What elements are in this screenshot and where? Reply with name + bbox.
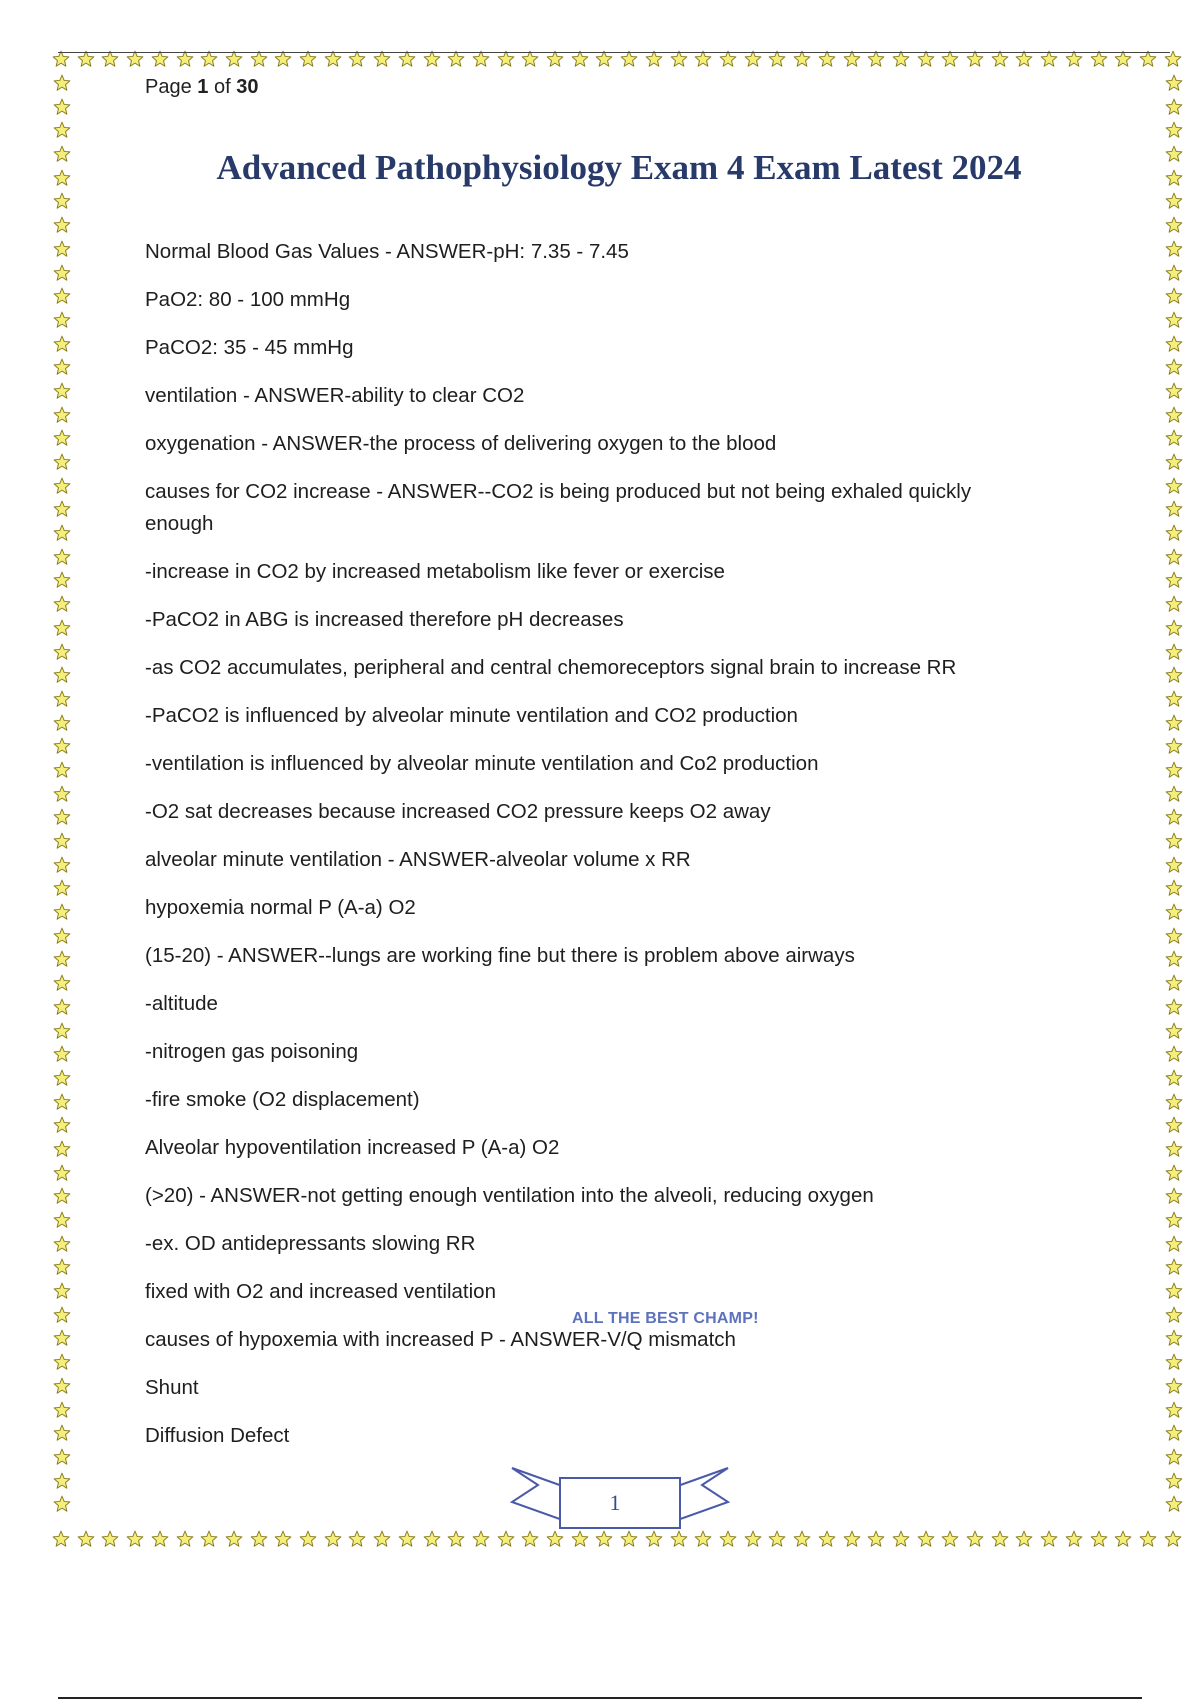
star-icon [867,1530,885,1548]
star-icon [793,1530,811,1548]
star-icon [1139,1530,1157,1548]
star-icon [1165,264,1183,282]
star-icon [53,1045,71,1063]
star-icon [53,808,71,826]
star-icon [53,619,71,637]
star-icon [1165,1329,1183,1347]
star-icon [53,1258,71,1276]
star-icon [53,974,71,992]
body-line: -PaCO2 is influenced by alveolar minute ventilation and CO2 production [145,704,798,727]
star-icon [1165,808,1183,826]
star-icon [1165,287,1183,305]
star-icon [53,714,71,732]
body-line: -as CO2 accumulates, peripheral and central chemoreceptors signal brain to increase RR [145,656,957,679]
body-line: causes of hypoxemia with increased P - ANSWER-V/Q mismatch [145,1328,736,1351]
star-icon [53,335,71,353]
star-icon [1015,1530,1033,1548]
star-icon [1164,1530,1182,1548]
star-icon [1165,1045,1183,1063]
star-icon [1165,1258,1183,1276]
star-icon [768,1530,786,1548]
star-icon [447,1530,465,1548]
star-icon [1165,1472,1183,1490]
star-icon [53,761,71,779]
star-icon [1165,737,1183,755]
star-icon [892,1530,910,1548]
star-icon [53,477,71,495]
body-line: causes for CO2 increase - ANSWER--CO2 is being produced but not being exhaled quickly enough [145,480,972,535]
star-icon [53,903,71,921]
star-icon [324,1530,342,1548]
star-icon [1165,856,1183,874]
star-icon [53,74,71,92]
star-icon [200,1530,218,1548]
page-of: of [213,76,231,98]
star-icon [53,1424,71,1442]
star-icon [1165,1424,1183,1442]
body-line: PaO2: 80 - 100 mmHg [145,288,351,311]
star-border-right [1165,74,1183,1514]
star-icon [1165,121,1183,139]
star-icon [941,1530,959,1548]
star-icon [250,1530,268,1548]
star-icon [1165,1069,1183,1087]
star-icon [151,1530,169,1548]
body-line: alveolar minute ventilation - ANSWER-alveolar volume x RR [145,848,691,871]
star-icon [1165,714,1183,732]
star-icon [53,1211,71,1229]
star-icon [1165,1211,1183,1229]
star-icon [53,358,71,376]
body-line: Alveolar hypoventilation increased P (A-a) O2 [145,1136,560,1159]
star-icon [53,429,71,447]
star-icon [53,121,71,139]
star-icon [744,1530,762,1548]
star-icon [1114,1530,1132,1548]
watermark-text: ALL THE BEST CHAMP! [572,1310,759,1327]
star-icon [176,1530,194,1548]
star-icon [1165,1306,1183,1324]
star-icon [1165,453,1183,471]
star-icon [53,1329,71,1347]
star-icon [1165,927,1183,945]
body-line: PaCO2: 35 - 45 mmHg [145,336,354,359]
star-icon [1165,974,1183,992]
star-icon [1165,998,1183,1016]
star-icon [1165,1377,1183,1395]
page-prefix: Page [145,76,192,98]
star-icon [1165,595,1183,613]
star-icon [1165,335,1183,353]
star-icon [1165,1093,1183,1111]
star-icon [53,879,71,897]
star-icon [53,950,71,968]
star-icon [1165,1282,1183,1300]
star-icon [1165,761,1183,779]
star-icon [1165,500,1183,518]
star-icon [1165,619,1183,637]
star-icon [1165,524,1183,542]
star-icon [348,1530,366,1548]
star-icon [818,1530,836,1548]
body-line: -nitrogen gas poisoning [145,1040,359,1063]
star-icon [1165,311,1183,329]
star-icon [53,1140,71,1158]
star-icon [1165,382,1183,400]
star-icon [53,1472,71,1490]
star-icon [1165,1116,1183,1134]
star-icon [225,1530,243,1548]
star-icon [53,927,71,945]
star-icon [53,595,71,613]
star-icon [53,1022,71,1040]
star-icon [1165,192,1183,210]
star-icon [1165,1401,1183,1419]
body-line: -increase in CO2 by increased metabolism like fever or exercise [145,560,725,583]
body-line: -ex. OD antidepressants slowing RR [145,1232,476,1255]
star-icon [53,1353,71,1371]
star-icon [53,192,71,210]
star-icon [53,287,71,305]
star-icon [53,571,71,589]
star-icon [1165,358,1183,376]
star-icon [1165,1448,1183,1466]
star-icon [53,1164,71,1182]
star-icon [966,1530,984,1548]
star-icon [1040,1530,1058,1548]
body-line: Diffusion Defect [145,1424,290,1447]
star-icon [1165,74,1183,92]
star-icon [1165,666,1183,684]
star-icon [1165,1022,1183,1040]
star-icon [53,382,71,400]
star-icon [53,1495,71,1513]
star-icon [1165,690,1183,708]
star-icon [53,98,71,116]
star-icon [398,1530,416,1548]
star-icon [53,737,71,755]
star-icon [1165,216,1183,234]
star-icon [1165,879,1183,897]
star-icon [52,1530,70,1548]
star-icon [53,1069,71,1087]
star-icon [1165,1164,1183,1182]
page-current: 1 [197,76,209,98]
star-icon [53,216,71,234]
document-body [145,236,1045,1468]
star-icon [53,1282,71,1300]
star-icon [53,1116,71,1134]
star-icon [53,406,71,424]
star-icon [53,1235,71,1253]
body-line: -O2 sat decreases because increased CO2 pressure keeps O2 away [145,800,771,823]
star-icon [53,500,71,518]
body-line: fixed with O2 and increased ventilation [145,1280,496,1303]
star-icon [53,548,71,566]
page-total: 30 [236,76,259,98]
star-icon [53,666,71,684]
star-icon [1165,832,1183,850]
star-icon [53,998,71,1016]
star-icon [53,1306,71,1324]
document-title: Advanced Pathophysiology Exam 4 Exam Latest 2024 [216,148,1022,187]
star-icon [53,785,71,803]
star-icon [1165,406,1183,424]
body-line: ventilation - ANSWER-ability to clear CO2 [145,384,525,407]
star-icon [1165,1353,1183,1371]
star-icon [1165,429,1183,447]
star-icon [299,1530,317,1548]
star-icon [53,1093,71,1111]
star-icon [53,240,71,258]
body-line: (15-20) - ANSWER--lungs are working fine but there is problem above airways [145,944,855,967]
body-line: Shunt [145,1376,199,1399]
star-border-left [53,74,71,1514]
star-icon [917,1530,935,1548]
star-icon [1165,1140,1183,1158]
star-icon [53,264,71,282]
star-icon [1165,903,1183,921]
star-icon [53,1377,71,1395]
star-icon [53,1401,71,1419]
star-icon [373,1530,391,1548]
star-icon [101,1530,119,1548]
star-icon [1165,1495,1183,1513]
star-icon [1065,1530,1083,1548]
star-icon [53,524,71,542]
star-icon [126,1530,144,1548]
body-line: oxygenation - ANSWER-the process of delivering oxygen to the blood [145,432,777,455]
star-icon [53,643,71,661]
star-icon [472,1530,490,1548]
star-icon [1165,548,1183,566]
frame-top-line [58,52,1170,53]
body-line: Normal Blood Gas Values - ANSWER-pH: 7.35 - 7.45 [145,240,629,263]
star-icon [53,832,71,850]
star-icon [1165,477,1183,495]
star-icon [1165,785,1183,803]
body-line: hypoxemia normal P (A-a) O2 [145,896,416,919]
star-icon [1165,98,1183,116]
footer-page-number: 1 [609,1490,621,1515]
star-icon [53,311,71,329]
page-indicator [145,76,258,99]
body-line: -altitude [145,992,218,1015]
body-line: -fire smoke (O2 displacement) [145,1088,420,1111]
star-icon [1165,950,1183,968]
star-icon [53,453,71,471]
star-icon [77,1530,95,1548]
star-icon [843,1530,861,1548]
footer-rule [58,1697,1142,1699]
star-icon [1165,571,1183,589]
star-icon [53,690,71,708]
star-icon [53,856,71,874]
star-icon [274,1530,292,1548]
star-icon [1165,643,1183,661]
star-icon [53,1448,71,1466]
star-icon [1165,1187,1183,1205]
star-icon [1165,1235,1183,1253]
star-icon [1090,1530,1108,1548]
body-line: (>20) - ANSWER-not getting enough ventilation into the alveoli, reducing oxygen [145,1184,874,1207]
body-line: -ventilation is influenced by alveolar minute ventilation and Co2 production [145,752,819,775]
star-icon [53,1187,71,1205]
star-icon [423,1530,441,1548]
star-icon [991,1530,1009,1548]
star-icon [1165,240,1183,258]
body-line: -PaCO2 in ABG is increased therefore pH decreases [145,608,624,631]
